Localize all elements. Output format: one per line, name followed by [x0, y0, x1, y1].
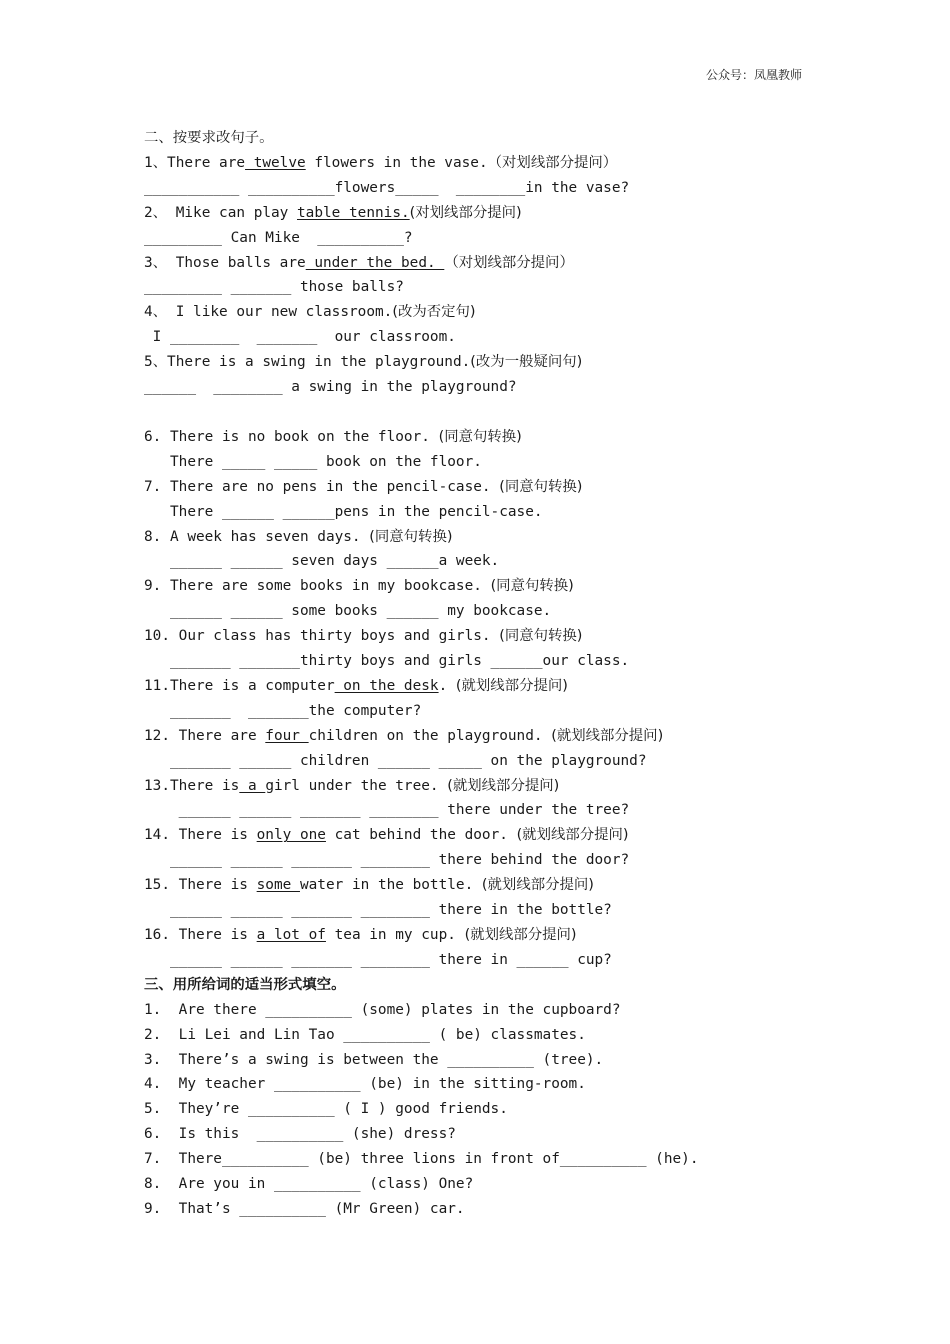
line-text: 15. There is — [144, 877, 257, 894]
exercise-line — [144, 251, 904, 276]
exercise-line — [144, 500, 904, 525]
exercise-line — [144, 674, 904, 699]
line-text: water in the bottle. — [299, 877, 482, 894]
line-text: 8. A week has seven days. — [144, 528, 370, 545]
line-text: 7. There are no pens in the pencil-case. — [144, 478, 500, 495]
exercise-line — [144, 724, 904, 749]
line-text: (就划线部分提问) — [551, 727, 664, 744]
section-heading — [144, 126, 904, 151]
exercise-line — [144, 549, 904, 574]
line-text: _______ ______ children ______ _____ on the playground? — [144, 752, 647, 769]
line-text: . — [438, 677, 456, 694]
underlined-phrase: only one — [256, 827, 326, 844]
exercise-line — [144, 1097, 904, 1122]
line-text: cat behind the door. — [325, 827, 517, 844]
exercise-line — [144, 923, 904, 948]
exercise-line — [144, 823, 904, 848]
exercise-line — [144, 226, 904, 251]
underlined-phrase: four — [265, 727, 309, 744]
line-text: flowers in the vase. — [305, 154, 488, 171]
line-text: (改为一般疑问句) — [470, 354, 583, 371]
line-text: ______ ______ _______ ________ there behind the door? — [144, 852, 630, 869]
line-text: 5、There is a swing in the playground. — [144, 354, 471, 371]
line-text: (就划线部分提问) — [516, 827, 629, 844]
exercise-line — [144, 1197, 904, 1222]
exercise-line — [144, 1072, 904, 1097]
header-note: 公众号：凤凰教师 — [706, 68, 803, 82]
line-text: ______ ________ a swing in the playground? — [144, 379, 517, 396]
line-text: 2、 Mike can play — [144, 204, 298, 221]
exercise-line — [144, 1048, 904, 1073]
line-text: (同意句转换) — [490, 578, 574, 595]
line-text: (就划线部分提问) — [447, 777, 560, 794]
line-text: ______ ______ _______ ________ there in the bottle? — [144, 902, 612, 919]
exercise-line — [144, 649, 904, 674]
exercise-document — [144, 126, 904, 1222]
line-text: 5. They’re __________ ( I ) good friends. — [144, 1101, 508, 1118]
line-text: 16. There is — [144, 927, 257, 943]
exercise-line — [144, 624, 904, 649]
underlined-phrase: on the desk — [334, 677, 439, 694]
exercise-line — [144, 151, 904, 176]
line-text: There ______ ______pens in the pencil-case. — [144, 503, 543, 520]
exercise-line — [144, 176, 904, 201]
exercise-line — [144, 898, 904, 923]
exercise-line — [144, 1147, 904, 1172]
line-text: There _____ _____ book on the floor. — [144, 453, 482, 470]
line-text: (同意句转换) — [499, 478, 583, 495]
exercise-line — [144, 1172, 904, 1197]
underlined-phrase: a — [239, 777, 266, 794]
exercise-line — [144, 201, 904, 226]
exercise-line — [144, 1122, 904, 1147]
exercise-line — [144, 948, 904, 973]
line-text: girl under the tree. — [265, 777, 448, 794]
exercise-line — [144, 574, 904, 599]
line-text: 9. There are some books in my bookcase. — [144, 578, 491, 595]
line-text: 9. That’s __________ (Mr Green) car. — [144, 1200, 465, 1217]
line-text: 14. There is — [144, 827, 257, 844]
line-text: 6. There is no book on the floor. — [144, 428, 439, 445]
line-text: 6. Is this __________ (she) dress? — [144, 1126, 456, 1143]
line-text: 二、按要求改句子。 — [144, 130, 274, 146]
exercise-line — [144, 400, 904, 425]
exercise-line — [144, 599, 904, 624]
exercise-line — [144, 699, 904, 724]
line-text: (就划线部分提问) — [455, 677, 568, 694]
exercise-line — [144, 798, 904, 823]
line-text: (同意句转换) — [499, 628, 583, 645]
exercise-line — [144, 749, 904, 774]
underlined-phrase: table tennis. — [297, 204, 410, 221]
line-text: _________ Can Mike __________? — [144, 229, 413, 246]
line-text: 1、There are — [144, 154, 246, 171]
exercise-line — [144, 425, 904, 450]
line-text: 3、 Those balls are — [144, 254, 306, 271]
section-heading — [144, 973, 904, 998]
exercise-line — [144, 475, 904, 500]
line-text: (就划线部分提问) — [481, 877, 594, 894]
exercise-line — [144, 1023, 904, 1048]
underlined-phrase: twelve — [245, 154, 306, 171]
line-text: 13.There is — [144, 777, 240, 794]
line-text: 三、用所给词的适当形式填空。 — [144, 976, 346, 993]
exercise-line — [144, 275, 904, 300]
line-text: 12. There are — [144, 727, 266, 744]
underlined-phrase: a lot of — [256, 927, 326, 943]
exercise-line — [144, 873, 904, 898]
exercise-line — [144, 325, 904, 350]
exercise-line — [144, 525, 904, 550]
line-text: （对划线部分提问） — [444, 254, 574, 271]
exercise-line — [144, 375, 904, 400]
exercise-line — [144, 774, 904, 799]
line-text: _______ _______the computer? — [144, 702, 422, 719]
line-text: tea in my cup. — [325, 927, 465, 943]
exercise-line — [144, 300, 904, 325]
line-text: I ________ _______ our classroom. — [144, 329, 456, 346]
line-text: （对划线部分提问） — [487, 154, 618, 171]
line-text: (改为否定句) — [392, 304, 476, 321]
exercise-line — [144, 350, 904, 375]
line-text: _________ _______ those balls? — [144, 279, 404, 296]
line-text: (同意句转换) — [369, 528, 453, 545]
exercise-line — [144, 848, 904, 873]
line-text: 4. My teacher __________ (be) in the sitting-room. — [144, 1076, 586, 1093]
line-text: ______ ______ seven days ______a week. — [144, 553, 500, 570]
line-text: _______ _______thirty boys and girls ______our class. — [144, 653, 630, 670]
underlined-phrase: under the bed. — [305, 254, 445, 271]
exercise-line — [144, 998, 904, 1023]
line-text: 10. Our class has thirty boys and girls. — [144, 628, 500, 645]
line-text: 1. Are there __________ (some) plates in the cupboard? — [144, 1001, 621, 1018]
line-text: ______ ______ some books ______ my bookcase. — [144, 603, 552, 620]
line-text: ______ ______ _______ ________ there in ______ cup? — [144, 951, 612, 968]
line-text: (就划线部分提问) — [464, 927, 577, 943]
line-text: children on the playground. — [308, 727, 552, 744]
line-text: 3. There’s a swing is between the __________ (tree). — [144, 1051, 604, 1068]
line-text: 4、 I like our new classroom. — [144, 304, 393, 321]
line-text: (对划线部分提问) — [409, 204, 522, 221]
line-text: 2. Li Lei and Lin Tao __________ ( be) classmates. — [144, 1026, 586, 1043]
line-text: ___________ __________flowers_____ ________in the vase? — [144, 179, 630, 196]
line-text: 7. There__________ (be) three lions in front of__________ (he). — [144, 1151, 699, 1168]
line-text: ______ ______ _______ ________ there under the tree? — [144, 802, 630, 819]
exercise-line — [144, 450, 904, 475]
line-text: 8. Are you in __________ (class) One? — [144, 1176, 474, 1193]
line-text: (同意句转换) — [438, 428, 522, 445]
line-text: 11.There is a computer — [144, 677, 335, 694]
underlined-phrase: some — [256, 877, 300, 894]
